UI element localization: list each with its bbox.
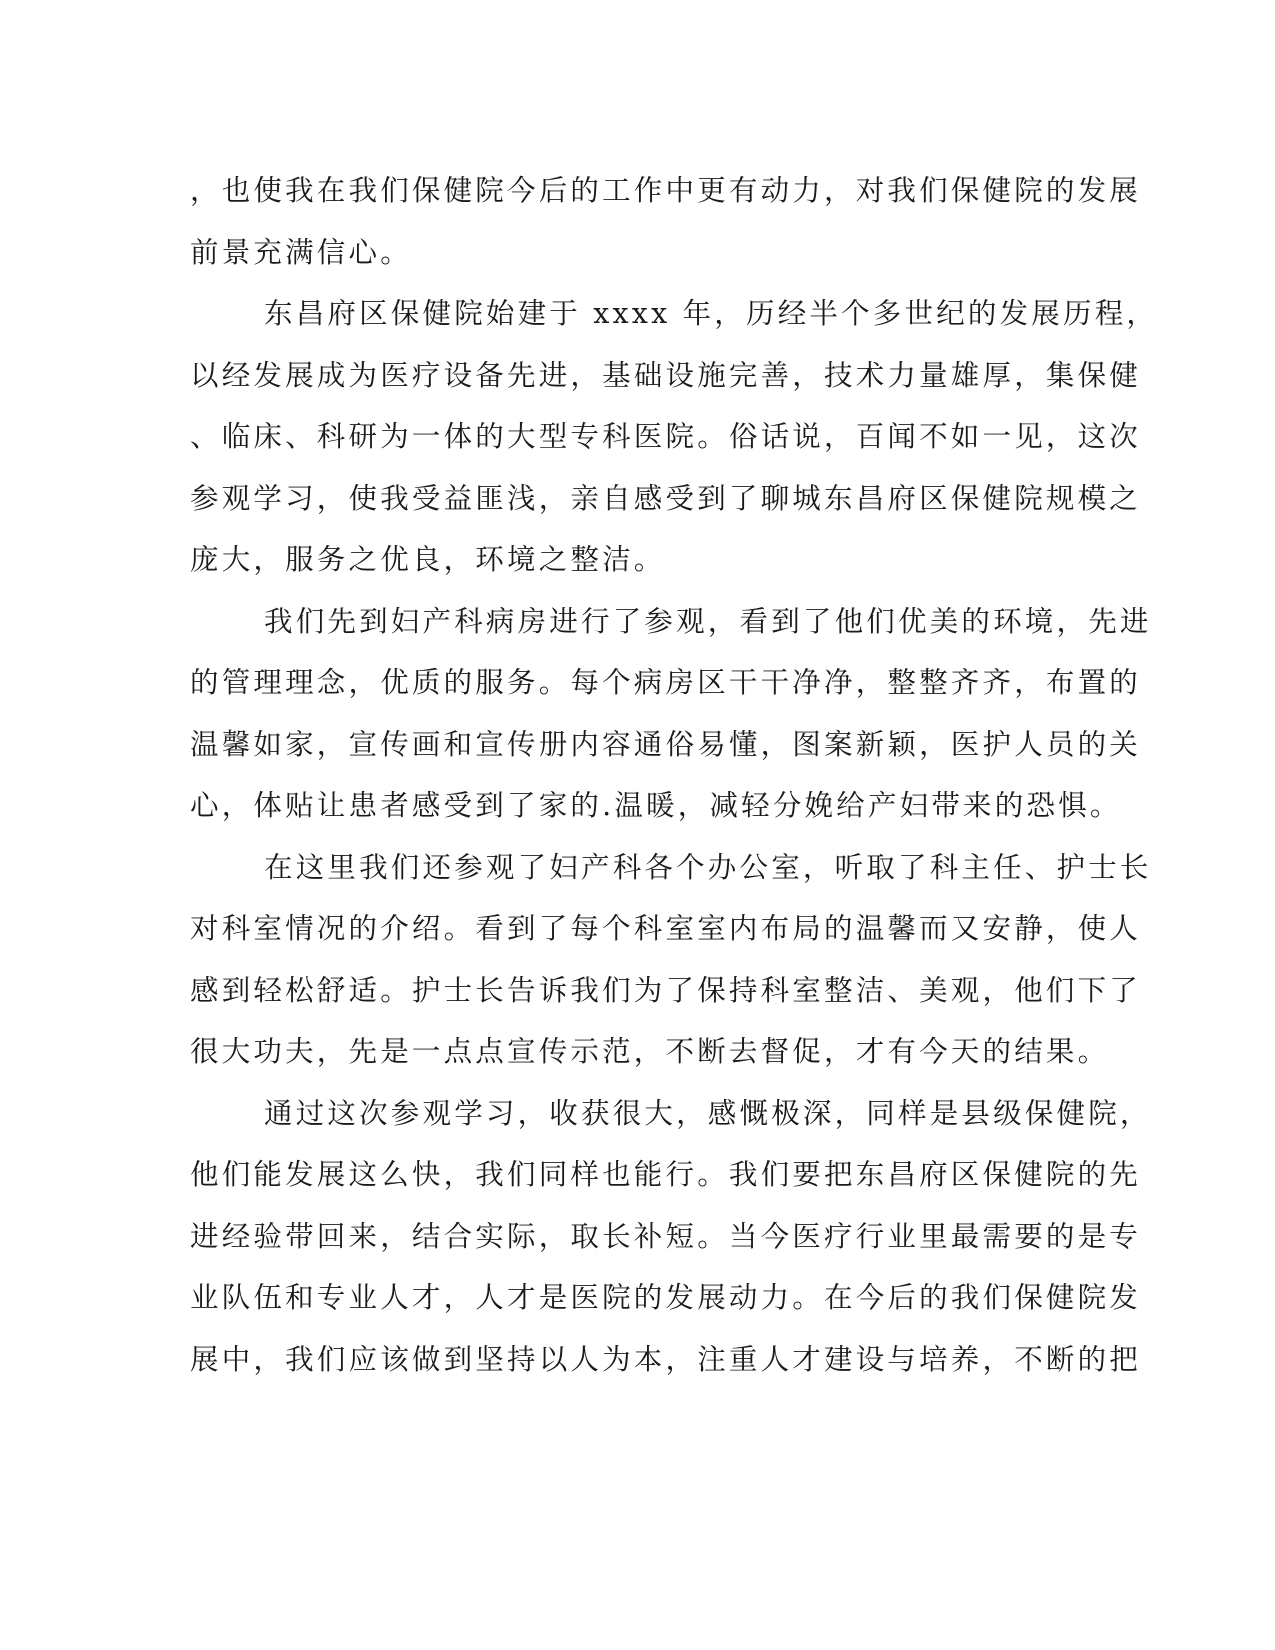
body-text [190,160,1159,1390]
text-line: 、临床、科研为一体的大型专科医院。俗话说，百闻不如一见，这次 [190,420,1142,453]
text-line: 参观学习，使我受益匪浅，亲自感受到了聊城东昌府区保健院规模之 [190,481,1142,515]
text-line: 的管理理念，优质的服务。每个病房区干干净净，整整齐齐，布置的 [190,666,1142,699]
text-line: 以经发展成为医疗设备先进，基础设施完善，技术力量雄厚，集保健 [190,358,1142,392]
text-line: 庞大，服务之优良，环境之整洁。 [190,543,666,576]
text-line: 进经验带回来，结合实际，取长补短。当今医疗行业里最需要的是专 [190,1219,1142,1253]
text-line: 他们能发展这么快，我们同样也能行。我们要把东昌府区保健院的先 [190,1158,1142,1191]
text-line: 展中，我们应该做到坚持以人为本，注重人才建设与培养，不断的把 [190,1342,1142,1376]
text-line: 对科室情况的介绍。看到了每个科室室内布局的温馨而又安静，使人 [190,912,1142,945]
text-line: 感到轻松舒适。护士长告诉我们为了保持科室整洁、美观，他们下了 [190,973,1142,1007]
text-line: ，也使我在我们保健院今后的工作中更有动力，对我们保健院的发展 [190,174,1142,207]
text-line: 温馨如家，宣传画和宣传册内容通俗易懂，图案新颖，医护人员的关 [190,727,1142,761]
text-line: 很大功夫，先是一点点宣传示范，不断去督促，才有今天的结果。 [190,1035,1110,1068]
text-line: 业队伍和专业人才，人才是医院的发展动力。在今后的我们保健院发 [190,1281,1142,1314]
text-line: 心，体贴让患者感受到了家的.温暖，减轻分娩给产妇带来的恐惧。 [190,789,1122,822]
text-line: 在这里我们还参观了妇产科各个办公室，听取了科主任、护士长 [264,850,1152,884]
text-line: 东昌府区保健院始建于 xxxx 年，历经半个多世纪的发展历程， [264,297,1159,330]
text-line: 通过这次参观学习，收获很大，感慨极深，同样是县级保健院， [264,1096,1152,1130]
text-line: 我们先到妇产科病房进行了参观，看到了他们优美的环境，先进 [264,604,1152,638]
text-line: 前景充满信心。 [190,235,412,269]
